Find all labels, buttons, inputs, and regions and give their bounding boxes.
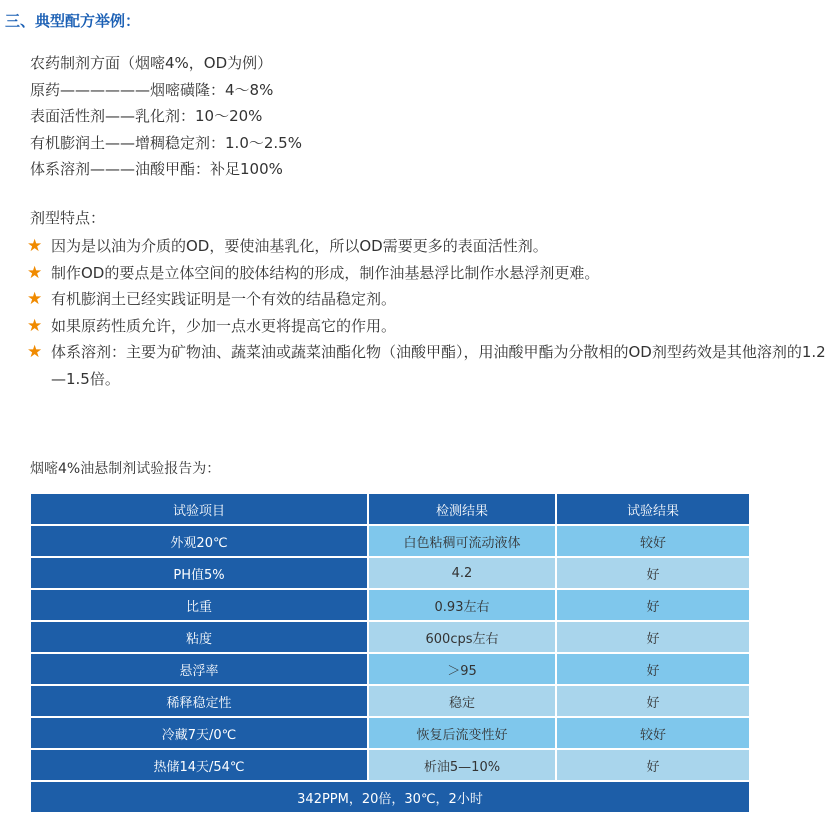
cell-outcome: 好 [557, 558, 749, 588]
table-header-row [31, 494, 749, 524]
cell-outcome: 较好 [557, 718, 749, 748]
cell-result: ＞95 [369, 654, 555, 684]
cell-outcome: 好 [557, 622, 749, 652]
formula-line: 有机膨润土——增稠稳定剂：1.0～2.5% [30, 133, 302, 152]
feature-item [27, 286, 832, 313]
feature-item [27, 260, 832, 287]
header-result: 检测结果 [369, 494, 555, 524]
table-row [31, 718, 749, 748]
star-icon: ★ [27, 289, 43, 309]
feature-item [27, 313, 832, 340]
feature-item [27, 233, 832, 260]
table-row [31, 686, 749, 716]
report-title: 烟嘧4%油悬制剂试验报告为： [30, 461, 221, 477]
cell-result: 白色粘稠可流动液体 [369, 526, 555, 556]
cell-outcome: 好 [557, 686, 749, 716]
star-icon: ★ [27, 315, 43, 336]
formula-line: 表面活性剂——乳化剂：10～20% [30, 107, 263, 125]
cell-outcome: 好 [557, 654, 749, 684]
cell-outcome: 好 [557, 590, 749, 620]
cell-result: 稳定 [369, 686, 555, 716]
star-icon: ★ [27, 342, 43, 362]
table-row [31, 558, 749, 588]
cell-item: 粘度 [31, 622, 367, 652]
table-footer-row [31, 782, 749, 812]
cell-result: 析油5—10% [369, 750, 555, 780]
formula-line: 农药制剂方面（烟嘧4%，OD为例） [30, 54, 273, 72]
feature-text: 制作OD的要点是立体空间的胶体结构的形成，制作油基悬浮比制作水悬浮剂更难。 [51, 263, 600, 282]
cell-item: 稀释稳定性 [31, 686, 367, 716]
star-icon: ★ [27, 236, 43, 256]
cell-item: 冷藏7天/0℃ [31, 718, 367, 748]
cell-result: 600cps左右 [369, 622, 555, 652]
feature-item [27, 339, 832, 392]
cell-item: 外观20℃ [31, 526, 367, 556]
report-table [29, 492, 751, 814]
cell-outcome: 较好 [557, 526, 749, 556]
features-title: 剂型特点： [30, 209, 106, 227]
table-row [31, 654, 749, 684]
cell-item: PH值5% [31, 558, 367, 588]
formula-line: 体系溶剂———油酸甲酯：补足100% [30, 160, 283, 178]
cell-outcome: 好 [557, 750, 749, 780]
star-icon: ★ [27, 262, 43, 283]
cell-item: 比重 [31, 590, 367, 620]
formula-line: 原药——————烟嘧磺隆：4～8% [30, 80, 274, 99]
feature-text: 如果原药性质允许，少加一点水更将提高它的作用。 [51, 316, 397, 335]
feature-text: 体系溶剂：主要为矿物油、蔬菜油或蔬菜油酯化物（油酸甲酯），用油酸甲酯为分散相的OD剂型药效是其他溶剂的1.2—1.5倍。 [51, 343, 826, 388]
cell-item: 热储14天/54℃ [31, 750, 367, 780]
table-row [31, 526, 749, 556]
table-row [31, 750, 749, 780]
cell-result: 4.2 [369, 558, 555, 588]
cell-item: 悬浮率 [31, 654, 367, 684]
feature-text: 因为是以油为介质的OD，要使油基乳化，所以OD需要更多的表面活性剂。 [51, 237, 548, 255]
cell-result: 恢复后流变性好 [369, 718, 555, 748]
feature-text: 有机膨润土已经实践证明是一个有效的结晶稳定剂。 [51, 290, 397, 308]
table-row [31, 590, 749, 620]
header-outcome: 试验结果 [557, 494, 749, 524]
header-item: 试验项目 [31, 494, 367, 524]
cell-result: 0.93左右 [369, 590, 555, 620]
section-title: 三、典型配方举例： [5, 12, 141, 30]
table-footer-note: 342PPM，20倍，30℃，2小时 [31, 782, 749, 812]
features-list [27, 233, 832, 392]
table-row [31, 622, 749, 652]
formula-list [30, 50, 302, 183]
